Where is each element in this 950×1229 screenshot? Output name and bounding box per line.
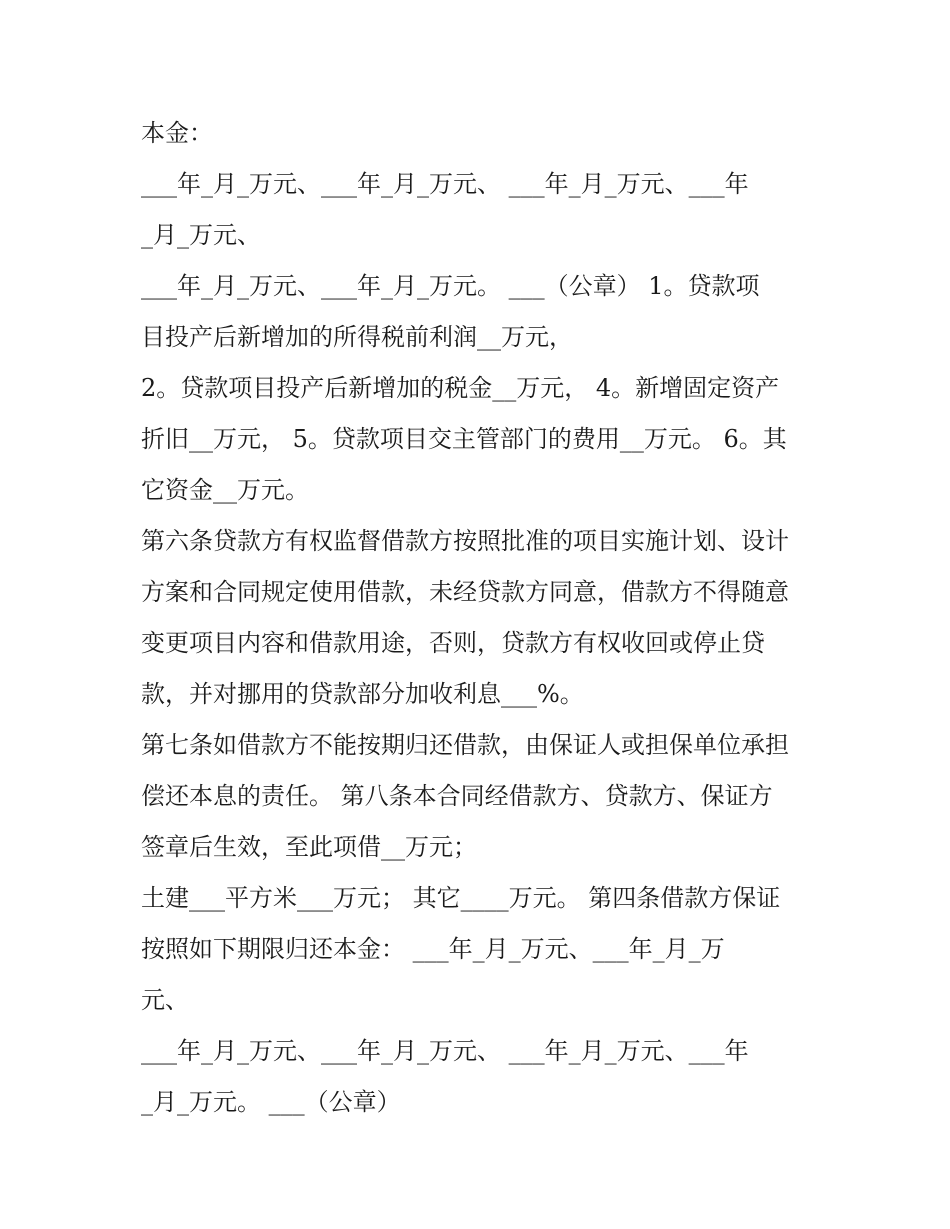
text-line: 款，并对挪用的贷款部分加收利息___%。 xyxy=(141,680,584,708)
text-line: 2。贷款项目投产后新增加的税金__万元， 4。新增固定资产 xyxy=(141,374,780,402)
text-line: 方案和合同规定使用借款，未经贷款方同意，借款方不得随意 xyxy=(141,578,789,606)
text-line: 签章后生效，至此项借__万元； xyxy=(141,833,477,861)
text-line: 按照如下期限归还本金： ___年_月_万元、___年_月_万 xyxy=(141,935,725,963)
text-line: 变更项目内容和借款用途，否则，贷款方有权收回或停止贷 xyxy=(141,629,765,657)
text-line: 第六条贷款方有权监督借款方按照批准的项目实施计划、设计 xyxy=(141,527,789,555)
text-line: 它资金__万元。 xyxy=(141,476,309,504)
text-line: 目投产后新增加的所得税前利润__万元， xyxy=(141,323,573,351)
text-line: _月_万元。 ___（公章） xyxy=(141,1088,401,1116)
text-line: 第七条如借款方不能按期归还借款，由保证人或担保单位承担 xyxy=(141,731,789,759)
text-line: _月_万元、 xyxy=(141,221,261,249)
text-line: ___年_月_万元、___年_月_万元。 ___（公章） 1。贷款项 xyxy=(141,272,760,300)
text-line: 土建___平方米___万元； 其它____万元。 第四条借款方保证 xyxy=(141,884,781,912)
text-line: 折旧__万元， 5。贷款项目交主管部门的费用__万元。 6。其 xyxy=(141,425,787,453)
text-line: 本金： xyxy=(141,119,213,147)
text-line: 偿还本息的责任。 第八条本合同经借款方、贷款方、保证方 xyxy=(141,782,773,810)
text-line: ___年_月_万元、___年_月_万元、 ___年_月_万元、___年 xyxy=(141,1037,749,1065)
text-line: ___年_月_万元、___年_月_万元、 ___年_月_万元、___年 xyxy=(141,170,749,198)
document-body xyxy=(141,108,821,1128)
text-line: 元、 xyxy=(141,986,189,1014)
